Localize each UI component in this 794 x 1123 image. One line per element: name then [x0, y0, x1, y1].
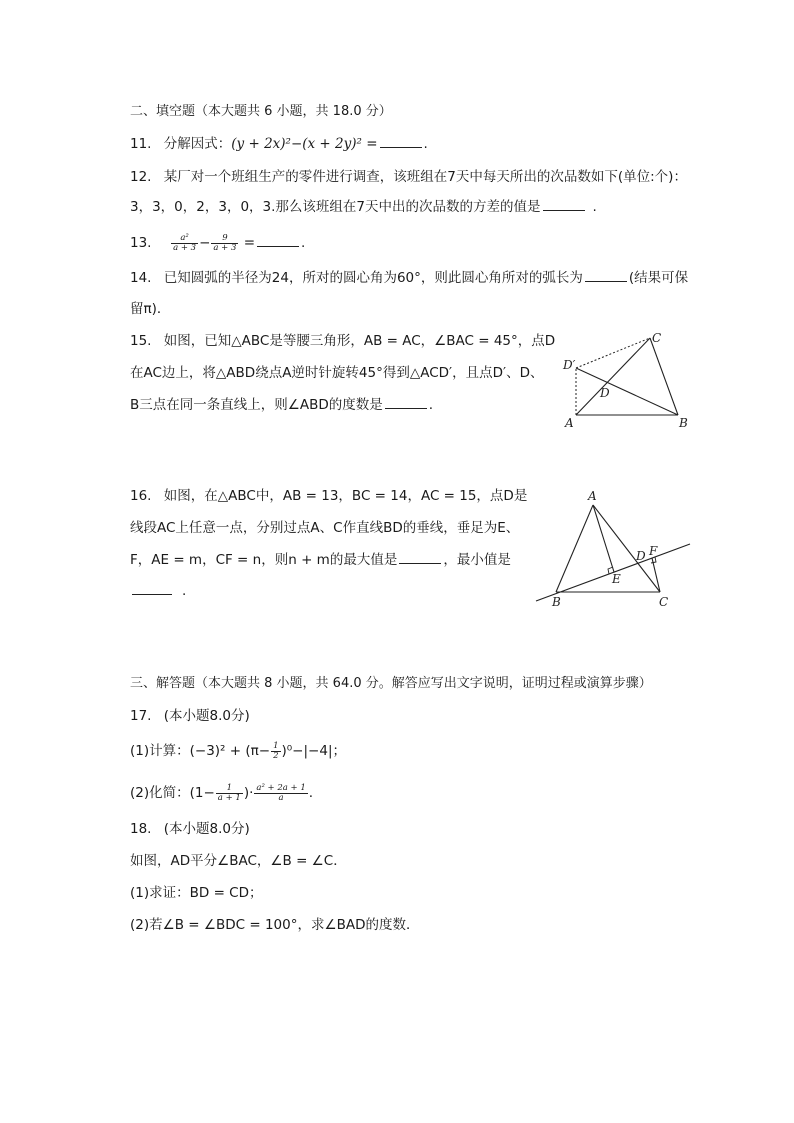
question-12-line2	[130, 197, 597, 217]
section-2-title: 二、填空题（本大题共 6 小题，共 18.0 分）	[130, 104, 392, 119]
q18-number: 18.	[130, 821, 152, 837]
q14-number: 14.	[130, 270, 152, 286]
q12-period: .	[592, 199, 597, 215]
q17-number: 17.	[130, 708, 152, 724]
q15-answer-blank[interactable]	[385, 396, 427, 409]
fig16-label-f: F	[649, 544, 658, 558]
q11-answer-blank[interactable]	[380, 135, 422, 148]
q13-number: 13.	[130, 235, 152, 251]
q16-text-3a: F，AE = m，CF = n，则n + m的最大值是	[130, 552, 398, 568]
fig16-label-e: E	[612, 572, 621, 586]
q13-fraction-1: $\frac{\text{a²}}{a + 3}$	[173, 232, 197, 253]
q18-part2: (2)若∠B = ∠BDC = 100°，求∠BAD的度数．	[130, 917, 420, 933]
question-18-header	[130, 819, 250, 839]
q17-score: (本小题8.0分)	[163, 708, 250, 724]
q12-text-1: 某厂对一个班组生产的零件进行调查，该班组在7天中每天所出的次品数如下(单位:个)：	[163, 169, 687, 185]
q17-part2-a: (2)化简：(1−	[130, 785, 215, 801]
question-11	[130, 134, 428, 154]
figure-15	[555, 325, 705, 435]
q18-text: 如图，AD平分∠BAC，∠B = ∠C．	[130, 853, 347, 869]
question-14-line1	[130, 268, 688, 288]
question-16-line4	[130, 581, 186, 601]
question-17-header	[130, 706, 250, 726]
q13-minus: −	[199, 235, 211, 251]
fig15-segment-ac	[576, 338, 650, 415]
q16-number: 16.	[130, 488, 152, 504]
q16-max-blank[interactable]	[399, 551, 441, 564]
q17-part1-b: )⁰−|−4|；	[281, 743, 346, 759]
fig15-label-c: C	[652, 331, 662, 345]
q17-part2-c: .	[308, 785, 314, 801]
q11-number: 11.	[130, 136, 152, 152]
q16-period: .	[182, 583, 187, 599]
q15-text-2: 在AC边上，将△ABD绕点A逆时针旋转45°得到△ACD′，且点D′、D、	[130, 365, 544, 381]
q15-number: 15.	[130, 333, 152, 349]
q15-text-3: B三点在同一条直线上，则∠ABD的度数是	[130, 397, 383, 413]
question-15-line3	[130, 395, 433, 415]
q16-text-3b: ，最小值是	[443, 552, 511, 568]
q14-text-1: 已知圆弧的半径为24，所对的圆心角为60°，则此圆心角所对的弧长为	[163, 270, 583, 286]
q17-part2	[130, 780, 313, 806]
section-3-title: 三、解答题（本大题共 8 小题，共 64.0 分。解答应写出文字说明，证明过程或演算步骤）	[130, 676, 652, 691]
figure-16	[530, 485, 710, 615]
q11-expression: (y + 2x)²−(x + 2y)² =	[231, 136, 378, 152]
fig15-dashed-cd-prime	[576, 338, 650, 368]
fig16-segment-ab	[556, 505, 593, 592]
q14-answer-blank[interactable]	[585, 269, 627, 282]
fig15-label-d-prime: D′	[563, 358, 576, 372]
q18-part1: (1)求证：BD = CD；	[130, 885, 263, 901]
q15-text-1: 如图，已知△ABC是等腰三角形，AB = AC，∠BAC = 45°，点D	[163, 333, 556, 349]
fig15-segment-bd	[576, 368, 678, 415]
q17-part1	[130, 738, 346, 764]
question-13	[130, 230, 305, 256]
q13-period: .	[301, 235, 306, 251]
q13-answer-blank[interactable]	[257, 234, 299, 247]
q17-part1-a: (1)计算：(−3)² + (π−	[130, 743, 271, 759]
q13-equals: =	[243, 235, 256, 251]
q16-min-blank[interactable]	[132, 582, 172, 595]
q12-number: 12.	[130, 169, 152, 185]
q17-part1-fraction: $\frac{1}{2}$	[273, 740, 279, 761]
q12-text-2: 3，3，0，2，3，0，3.那么该班组在7天中出的次品数的方差的值是	[130, 199, 541, 215]
q17-part2-fraction-1: $\frac{1}{a + 1}$	[217, 782, 241, 803]
fig15-label-b: B	[679, 416, 688, 430]
q16-text-1: 如图，在△ABC中，AB = 13，BC = 14，AC = 15，点D是	[163, 488, 528, 504]
q18-score: (本小题8.0分)	[163, 821, 250, 837]
q14-text-1b: (结果可保	[628, 270, 689, 286]
fig15-label-d: D	[600, 386, 610, 400]
fig16-label-d: D	[636, 549, 646, 563]
fig15-label-a: A	[565, 416, 574, 430]
fig16-label-a: A	[588, 489, 597, 503]
q13-fraction-2: $\frac{9}{a + 3}$	[213, 232, 237, 253]
question-15-line1	[130, 331, 555, 351]
q11-period: .	[423, 136, 428, 152]
fig16-perpendicular-ae	[593, 505, 614, 572]
q12-answer-blank[interactable]	[543, 198, 585, 211]
q15-period: .	[428, 397, 434, 413]
q17-part2-fraction-2: $\frac{\text{a² + 2a + 1}}{a}$	[256, 782, 306, 803]
q11-text: 分解因式：	[163, 136, 232, 152]
question-16-line1	[130, 486, 527, 506]
fig16-label-b: B	[552, 595, 561, 609]
q17-part2-b: )·	[243, 785, 254, 801]
q16-text-2: 线段AC上任意一点，分别过点A、C作直线BD的垂线，垂足为E、	[130, 520, 520, 536]
fig16-label-c: C	[659, 595, 669, 609]
question-16-line3	[130, 550, 511, 570]
question-12-line1	[130, 167, 687, 187]
q14-text-2: 留π)．	[130, 301, 171, 317]
